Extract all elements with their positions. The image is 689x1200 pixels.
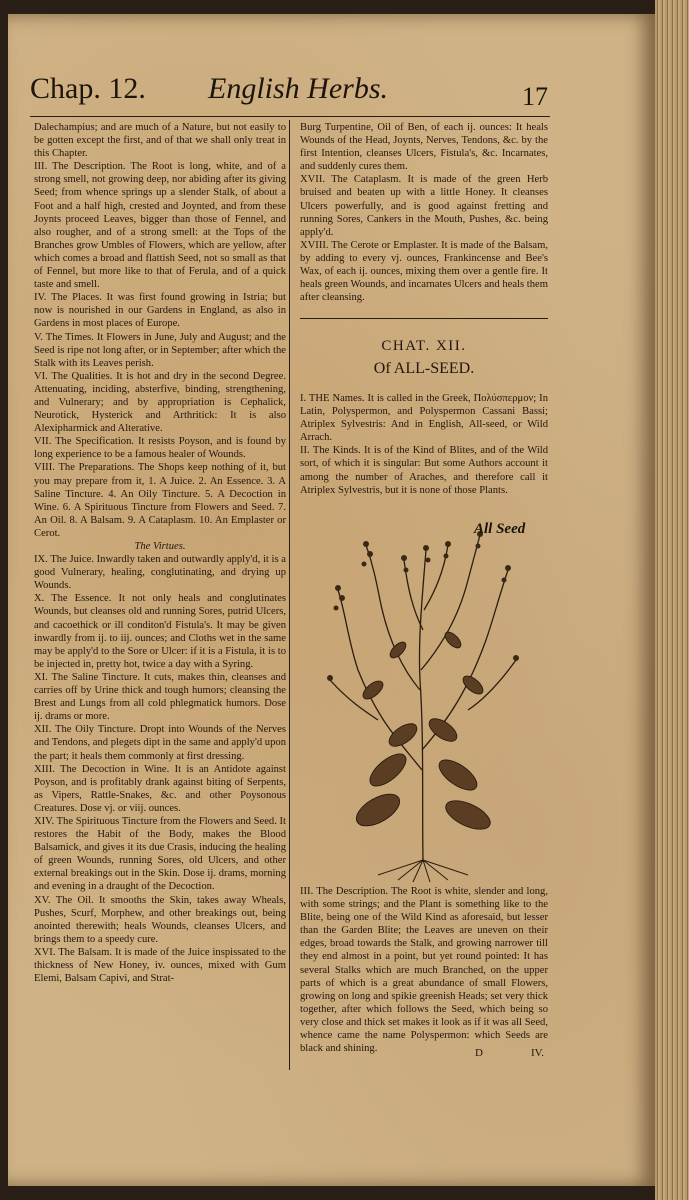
paragraph-qualities: VI. The Qualities. It is hot and dry in the second Degree. Attenuating, inciding, absterfive, binding, strengthening, and Vulnerary; and by appropriation is Cephalick, Neurotick, Hysterick and Arthritick: It is also Alexipharmick and Alterative.: [34, 370, 286, 435]
chapter-heading: CHAT. XII.: [381, 338, 467, 354]
page-edges: [655, 0, 689, 1200]
paragraph-juice: IX. The Juice. Inwardly taken and outwardly apply'd, it is a good Vulnerary, healing, conglutinating, and drying up Wounds.: [34, 554, 286, 592]
column-rule: [289, 120, 290, 1070]
page-number: 17: [522, 82, 548, 111]
left-column: [34, 121, 286, 985]
section-rule: [300, 318, 548, 319]
running-title: English Herbs.: [208, 72, 388, 105]
right-column-middle: [300, 392, 548, 497]
paragraph-decoction: XIII. The Decoction in Wine. It is an Antidote against Poyson, and is profitably drank against biting of Serpents, as Vipers, Rattle-Snakes, &c. and other Poysonous Creatures. Dose vj. or viij. ounces.: [34, 763, 286, 814]
paragraph-saline-tincture: XI. The Saline Tincture. It cuts, makes thin, cleanses and carries off by Urine thick and tough humors; cleansing the Brest and Lungs from all cold phlegmatick humors. Dose ij. drams or more.: [34, 671, 286, 723]
paragraph-cerote: XVIII. The Cerote or Emplaster. It is made of the Balsam, by adding to every vj. ounces, Frankincense and Bee's Wax, of each ij. ounces, mixing them over a gentle fire. It heals green Wounds, and incarnates Ulcers and heals them after cleansing.: [300, 239, 548, 304]
right-column-bottom: [300, 885, 548, 1055]
all-seed-woodcut-illustration: [318, 520, 528, 885]
virtues-heading: The Virtues.: [134, 541, 186, 552]
paragraph-times: V. The Times. It Flowers in June, July and August; and the Seed is ripe not long after, or in September; after which the Stalk with its Leaves perish.: [34, 331, 286, 369]
paragraph-preparations: VIII. The Preparations. The Shops keep nothing of it, but you may prepare from it, 1. A Juice. 2. An Essence. 3. A Saline Tincture. 4. An Oily Tincture. 5. A Decoction in Wine. 6. A Spirituous Tincture from Flowers and Seed. 7. An Oil. 8. A Balsam. 9. A Cataplasm. 10. An Emplaster or Cerot.: [34, 462, 286, 539]
paragraph-description: III. The Description. The Root is long, white, and of a strong smell, not growing deep, nor abiding after its giving Seed; from whence springs up a slender Stalk, of about a Foot and a half high, crested and Joynted, and from these Joynts proceed Leaves, bigger than those of Fennel, and also rougher, and of a strong smell: at the Tops of the Branches grow Umbles of Flowers, which are yellow, after which comes a broad and flattish Seed, not so small as that of Fennel, but more like to that of Ferula, and of a quick taste and smell.: [34, 161, 286, 291]
paragraph-oily-tincture: XII. The Oily Tincture. Dropt into Wounds of the Nerves and Tendons, and plegets dipt in the same and apply'd upon the part; it heals them commonly at first dressing.: [34, 724, 286, 762]
paragraph-kinds: II. The Kinds. It is of the Kind of Blites, and of the Wild sort, of which it is singular: But some Authors account it among the number of Araches, and therefore call it Atriplex Sylvestris, but it is none of those Plants.: [300, 445, 548, 496]
paragraph-essence: X. The Essence. It not only heals and conglutinates Wounds, but cleanses old and running Sores, putrid Ulcers, and cacoethick or ill conditon'd Fistula's. It may be given inwardly from ij. to iij. ounces; and Cloths wet in the same may be apply'd to the Sore or Ulcer: if it is a Fistula, it is to be injected in, pretty hot, twice a day with a Syring.: [34, 593, 286, 670]
paragraph: Dalechampius; and are much of a Nature, but not easily to be gotten except the first, and of that we shall only treat in this Chapter.: [34, 122, 286, 160]
catchword: IV.: [531, 1047, 544, 1059]
paragraph-places: IV. The Places. It was first found growing in Istria; but now is nourished in our Gardens in England, as also in Gardens in most places of Europe.: [34, 292, 286, 330]
paragraph-specification: VII. The Specification. It resists Poyson, and is found by long experience to be a famous healer of Wounds.: [34, 436, 286, 461]
main-stalk: [419, 550, 426, 860]
illustration-label: All Seed: [474, 521, 526, 537]
chapter-number: Chap. 12.: [30, 72, 146, 105]
paragraph-oil: XV. The Oil. It smooths the Skin, takes away Wheals, Pushes, Scurf, Morphew, and other breakings out, being anointed therewith; heals Wounds, cleanses Ulcers, and brings them to a speedy cure.: [34, 894, 286, 945]
paragraph-balsam: XVI. The Balsam. It is made of the Juice inspissated to the thickness of New Honey, iv. ounces, mixed with Gum Elemi, Balsam Capivi, and Strat-: [34, 946, 286, 985]
paragraph-cataplasm: XVII. The Cataplasm. It is made of the green Herb bruised and beaten up with a little Honey. It cleanses Ulcers powerfully, and is good against fretting and running Sores, Cankers in the Mouth, Pushes, &c. being apply'd.: [300, 174, 548, 238]
chapter-subheading: Of ALL-SEED.: [373, 360, 475, 377]
running-header: [30, 72, 548, 110]
paragraph-names: I. THE Names. It is called in the Greek, Πολύσπερμον; In Latin, Polyspermon, and Polyspermon Cassani Bassi; Atriplex Sylvestris: And in English, All-seed, or Wild Arrach.: [300, 393, 548, 444]
header-rule: [30, 116, 550, 117]
paragraph-balsam-cont: Burg Turpentine, Oil of Ben, of each ij. ounces: It heals Wounds of the Head, Joynts, Nerves, Tendons, &c. by the first Intention, cleanses Ulcers, Fistula's, &c. Incarnates, and suddenly cures them.: [300, 122, 548, 173]
paragraph-spirituous-tincture: XIV. The Spirituous Tincture from the Flowers and Seed. It restores the Habit of the Body, makes the Blood Balsamick, and gives it its due Crasis, inducing the healing of green Wounds, running Sores, old Ulcers, and other external breakings out in the Skin. Dose ij. drams, morning and evening in a draught of the Decoction.: [34, 815, 286, 893]
signature-mark: D: [475, 1047, 483, 1059]
paragraph-all-seed-description: III. The Description. The Root is white, slender and long, with some strings; and the Plant is something like to the Blite, being one of the Wild Kind as aforesaid, but lesser than the Garden Blite; the Leaves are uneven on their edges, broad towards the Stalk, and growing narrower till they end almost in a point, but yet round pointed: It has several Stalks which are much Branched, on the upper parts of which is a great abundance of small Flowers, growing on long and spikie greenish Heads; set very thick together, after which follows the Seed, which being so very close and thick set makes it look as if it was all Seed, whence came the name Polyspermon: which Seeds are black and shining.: [300, 886, 548, 1055]
right-column-top: [300, 121, 548, 304]
